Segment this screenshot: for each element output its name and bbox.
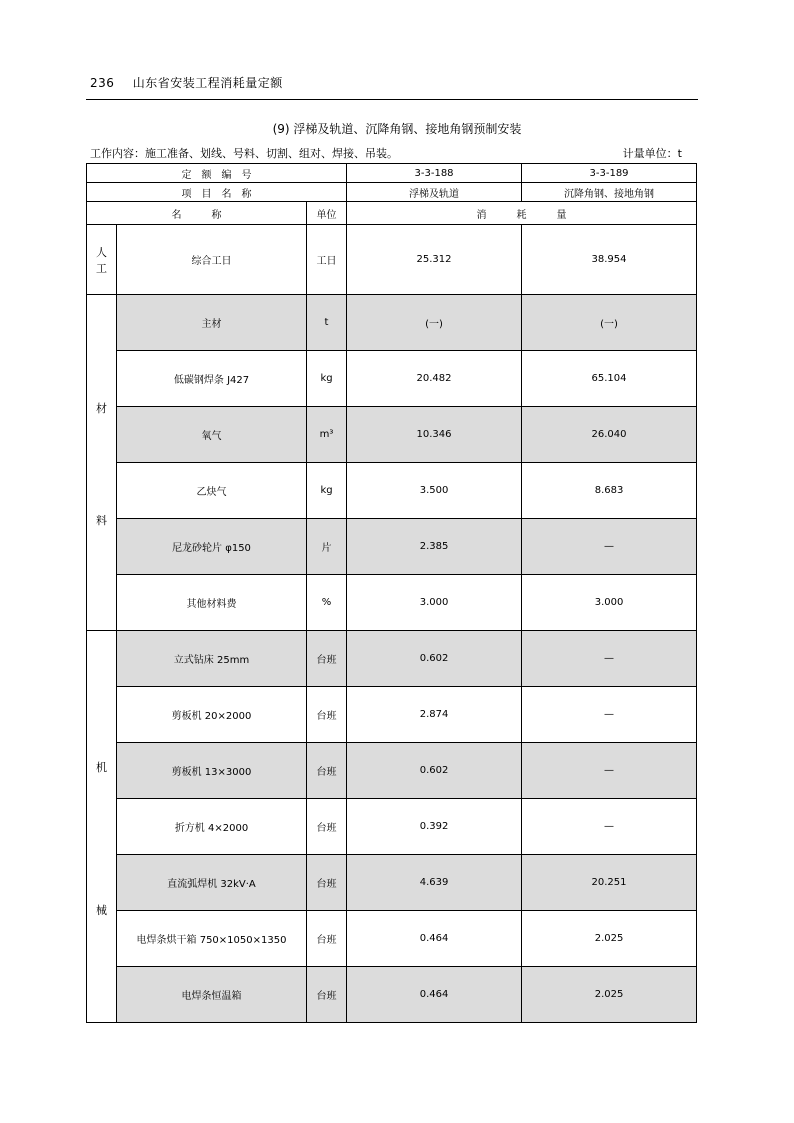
work-content: 工作内容：施工准备、划线、号料、切割、组对、焊接、吊装。 — [90, 147, 398, 160]
value-cell: — — [522, 687, 697, 743]
value-cell: 3.000 — [347, 575, 522, 631]
value-cell: 0.464 — [347, 911, 522, 967]
value-cell: 0.464 — [347, 967, 522, 1023]
value-cell: 0.392 — [347, 799, 522, 855]
resource-name: 主材 — [117, 295, 307, 351]
category-machine: 机 械 — [87, 631, 117, 1023]
quota-number-row — [87, 164, 697, 183]
category-material: 材 料 — [87, 295, 117, 631]
quota-code: 3-3-188 — [347, 164, 522, 183]
item-name-label: 项 目 名 称 — [87, 183, 347, 202]
resource-unit: 工日 — [307, 225, 347, 295]
value-cell: 4.639 — [347, 855, 522, 911]
resource-unit: 台班 — [307, 687, 347, 743]
resource-unit: % — [307, 575, 347, 631]
table-row — [87, 799, 697, 855]
table-row — [87, 967, 697, 1023]
item-name: 浮梯及轨道 — [347, 183, 522, 202]
page-number: 236 — [90, 76, 115, 90]
table-row — [87, 407, 697, 463]
category-labor: 人 工 — [87, 225, 117, 295]
table-row — [87, 519, 697, 575]
table-row — [87, 631, 697, 687]
value-cell: 0.602 — [347, 631, 522, 687]
resource-unit: 台班 — [307, 631, 347, 687]
resource-name: 剪板机 13×3000 — [117, 743, 307, 799]
resource-name: 电焊条烘干箱 750×1050×1350 — [117, 911, 307, 967]
value-cell: (一) — [522, 295, 697, 351]
value-cell: 25.312 — [347, 225, 522, 295]
table-row — [87, 295, 697, 351]
resource-name: 尼龙砂轮片 φ150 — [117, 519, 307, 575]
resource-name: 综合工日 — [117, 225, 307, 295]
resource-unit: 台班 — [307, 911, 347, 967]
value-cell: 2.025 — [522, 911, 697, 967]
table-row — [87, 575, 697, 631]
resource-unit: kg — [307, 463, 347, 519]
resource-name: 电焊条恒温箱 — [117, 967, 307, 1023]
value-cell: 10.346 — [347, 407, 522, 463]
value-cell: 65.104 — [522, 351, 697, 407]
value-cell: 8.683 — [522, 463, 697, 519]
measurement-unit: 计量单位：t — [622, 147, 682, 160]
consumption-header: 消 耗 量 — [347, 202, 697, 225]
resource-unit: t — [307, 295, 347, 351]
value-cell: (一) — [347, 295, 522, 351]
quota-table — [86, 163, 697, 1023]
resource-name: 低碳钢焊条 J427 — [117, 351, 307, 407]
table-row — [87, 687, 697, 743]
resource-name: 剪板机 20×2000 — [117, 687, 307, 743]
resource-unit: 片 — [307, 519, 347, 575]
value-cell: — — [522, 631, 697, 687]
value-cell: 3.500 — [347, 463, 522, 519]
name-header: 名 称 — [87, 202, 307, 225]
section-title: (9) 浮梯及轨道、沉降角钢、接地角钢预制安装 — [272, 122, 522, 136]
resource-unit: 台班 — [307, 855, 347, 911]
item-name-row — [87, 183, 697, 202]
item-name: 沉降角钢、接地角钢 — [522, 183, 697, 202]
value-cell: 2.025 — [522, 967, 697, 1023]
resource-unit: kg — [307, 351, 347, 407]
resource-name: 折方机 4×2000 — [117, 799, 307, 855]
table-row — [87, 351, 697, 407]
value-cell: — — [522, 519, 697, 575]
table-row — [87, 225, 697, 295]
resource-name: 乙炔气 — [117, 463, 307, 519]
header-rule — [86, 99, 698, 100]
value-cell: 0.602 — [347, 743, 522, 799]
unit-header: 单位 — [307, 202, 347, 225]
resource-name: 立式钻床 25mm — [117, 631, 307, 687]
column-header-row — [87, 202, 697, 225]
book-title: 山东省安装工程消耗量定额 — [132, 76, 283, 90]
value-cell: 2.874 — [347, 687, 522, 743]
resource-unit: m³ — [307, 407, 347, 463]
table-row — [87, 855, 697, 911]
table-row — [87, 911, 697, 967]
resource-unit: 台班 — [307, 743, 347, 799]
value-cell: 3.000 — [522, 575, 697, 631]
resource-name: 氧气 — [117, 407, 307, 463]
value-cell: — — [522, 799, 697, 855]
quota-code: 3-3-189 — [522, 164, 697, 183]
resource-name: 其他材料费 — [117, 575, 307, 631]
value-cell: 38.954 — [522, 225, 697, 295]
value-cell: 26.040 — [522, 407, 697, 463]
resource-unit: 台班 — [307, 799, 347, 855]
value-cell: 20.251 — [522, 855, 697, 911]
quota-number-label: 定 额 编 号 — [87, 164, 347, 183]
value-cell: — — [522, 743, 697, 799]
table-row — [87, 743, 697, 799]
resource-name: 直流弧焊机 32kV·A — [117, 855, 307, 911]
value-cell: 2.385 — [347, 519, 522, 575]
table-row — [87, 463, 697, 519]
page-header — [90, 74, 283, 91]
value-cell: 20.482 — [347, 351, 522, 407]
resource-unit: 台班 — [307, 967, 347, 1023]
